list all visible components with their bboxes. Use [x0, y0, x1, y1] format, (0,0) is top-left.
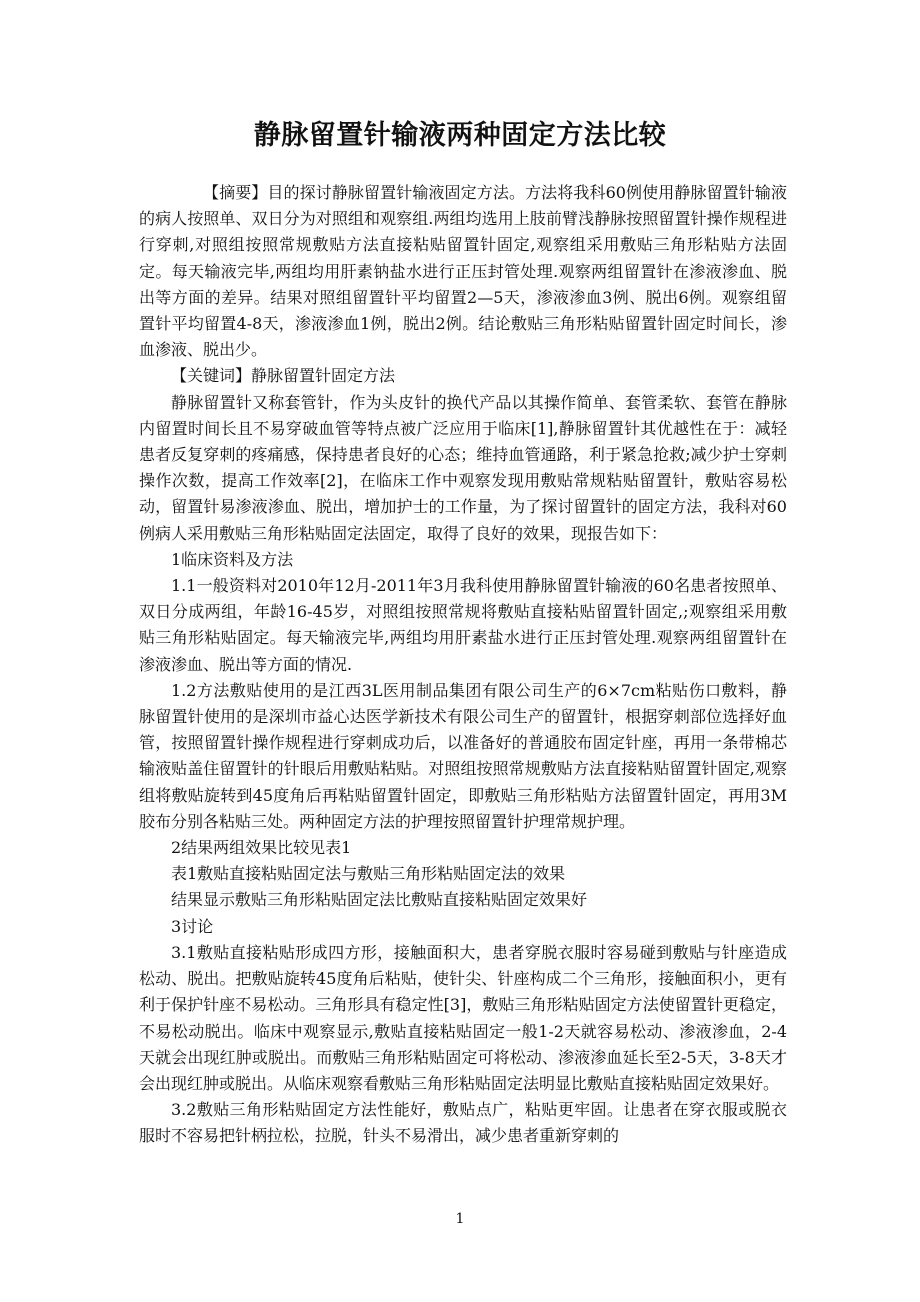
document-title: 静脉留置针输液两种固定方法比较	[253, 120, 667, 151]
result-summary: 结果显示敷贴三角形粘贴固定法比敷贴直接粘贴固定效果好	[171, 890, 588, 910]
document-body	[139, 180, 787, 1150]
section-heading-2: 2结果两组效果比较见表1	[171, 838, 352, 858]
abstract-paragraph: 【摘要】目的探讨静脉留置针输液固定方法。方法将我科60例使用静脉留置针输液的病人按照单、双日分为对照组和观察组.两组均选用上肢前臂浅静脉按照留置针操作规程进行穿刺,对照组按照常规敷贴方法直接粘贴留置针固定,观察组采用敷贴三角形粘贴方法固定。每天输液完毕,两组均用肝素钠盐水进行正压封管处理.观察两组留置针在渗液渗血、脱出等方面的差异。结果对照组留置针平均留置2—5天，渗液渗血3例、脱出6例。观察组留置针平均留置4-8天，渗液渗血1例，脱出2例。结论敷贴三角形粘贴留置针固定时间长，渗血渗液、脱出少。	[139, 183, 787, 360]
paragraph-1-1: 1.1一般资料对2010年12月-2011年3月我科使用静脉留置针输液的60名患者按照单、双日分成两组，年龄16-45岁，对照组按照常规将敷贴直接粘贴留置针固定,;观察组采用敷贴三角形粘贴固定。每天输液完毕,两组均用肝素盐水进行正压封管处理.观察两组留置针在渗液渗血、脱出等方面的情况.	[139, 576, 787, 674]
paragraph-3-1: 3.1敷贴直接粘贴形成四方形，接触面积大，患者穿脱衣服时容易碰到敷贴与针座造成松动、脱出。把敷贴旋转45度角后粘贴，使针尖、针座构成二个三角形，接触面积小，更有利于保护针座不易松动。三角形具有稳定性[3]，敷贴三角形粘贴固定方法使留置针更稳定，不易松动脱出。临床中观察显示,敷贴直接粘贴固定一般1-2天就容易松动、渗液渗血，2-4天就会出现红肿或脱出。而敷贴三角形粘贴固定可将松动、渗液渗血延长至2-5天，3-8天才会出现红肿或脱出。从临床观察看敷贴三角形粘贴固定法明显比敷贴直接粘贴固定效果好。	[139, 942, 787, 1093]
intro-paragraph: 静脉留置针又称套管针，作为头皮针的换代产品以其操作简单、套管柔软、套管在静脉内留置时间长且不易穿破血管等特点被广泛应用于临床[1],静脉留置针其优越性在于：减轻患者反复穿刺的疼痛感，保持患者良好的心态；维持血管通路，利于紧急抢救;减少护士穿刺操作次数，提高工作效率[2]，在临床工作中观察发现用敷贴常规粘贴留置针，敷贴容易松动，留置针易渗液渗血、脱出，增加护士的工作量，为了探讨留置针的固定方法，我科对60例病人采用敷贴三角形粘贴固定法固定，取得了良好的效果，现报告如下：	[139, 392, 787, 543]
page-number: 1	[455, 1211, 465, 1227]
paragraph-1-2: 1.2方法敷贴使用的是江西3L医用制品集团有限公司生产的6×7cm粘贴伤口敷料，静脉留置针使用的是深圳市益心达医学新技术有限公司生产的留置针，根据穿刺部位选择好血管，按照留置针操作规程进行穿刺成功后，以准备好的普通胶布固定针座，再用一条带棉芯输液贴盖住留置针的针眼后用敷贴粘贴。对照组按照常规敷贴方法直接粘贴留置针固定,观察组将敷贴旋转到45度角后再粘贴留置针固定，即敷贴三角形粘贴方法留置针固定，再用3M胶布分别各粘贴三处。两种固定方法的护理按照留置针护理常规护理。	[139, 680, 787, 831]
keywords-paragraph: 【关键词】静脉留置针固定方法	[171, 366, 396, 386]
table-caption: 表1敷贴直接粘贴固定法与敷贴三角形粘贴固定法的效果	[171, 864, 566, 884]
section-heading-3: 3讨论	[171, 916, 214, 936]
section-heading-1: 1临床资料及方法	[171, 549, 294, 569]
paragraph-3-2: 3.2敷贴三角形粘贴固定方法性能好，敷贴点广，粘贴更牢固。让患者在穿衣服或脱衣服时不容易把针柄拉松，拉脱，针头不易滑出，减少患者重新穿刺的	[139, 1100, 787, 1146]
